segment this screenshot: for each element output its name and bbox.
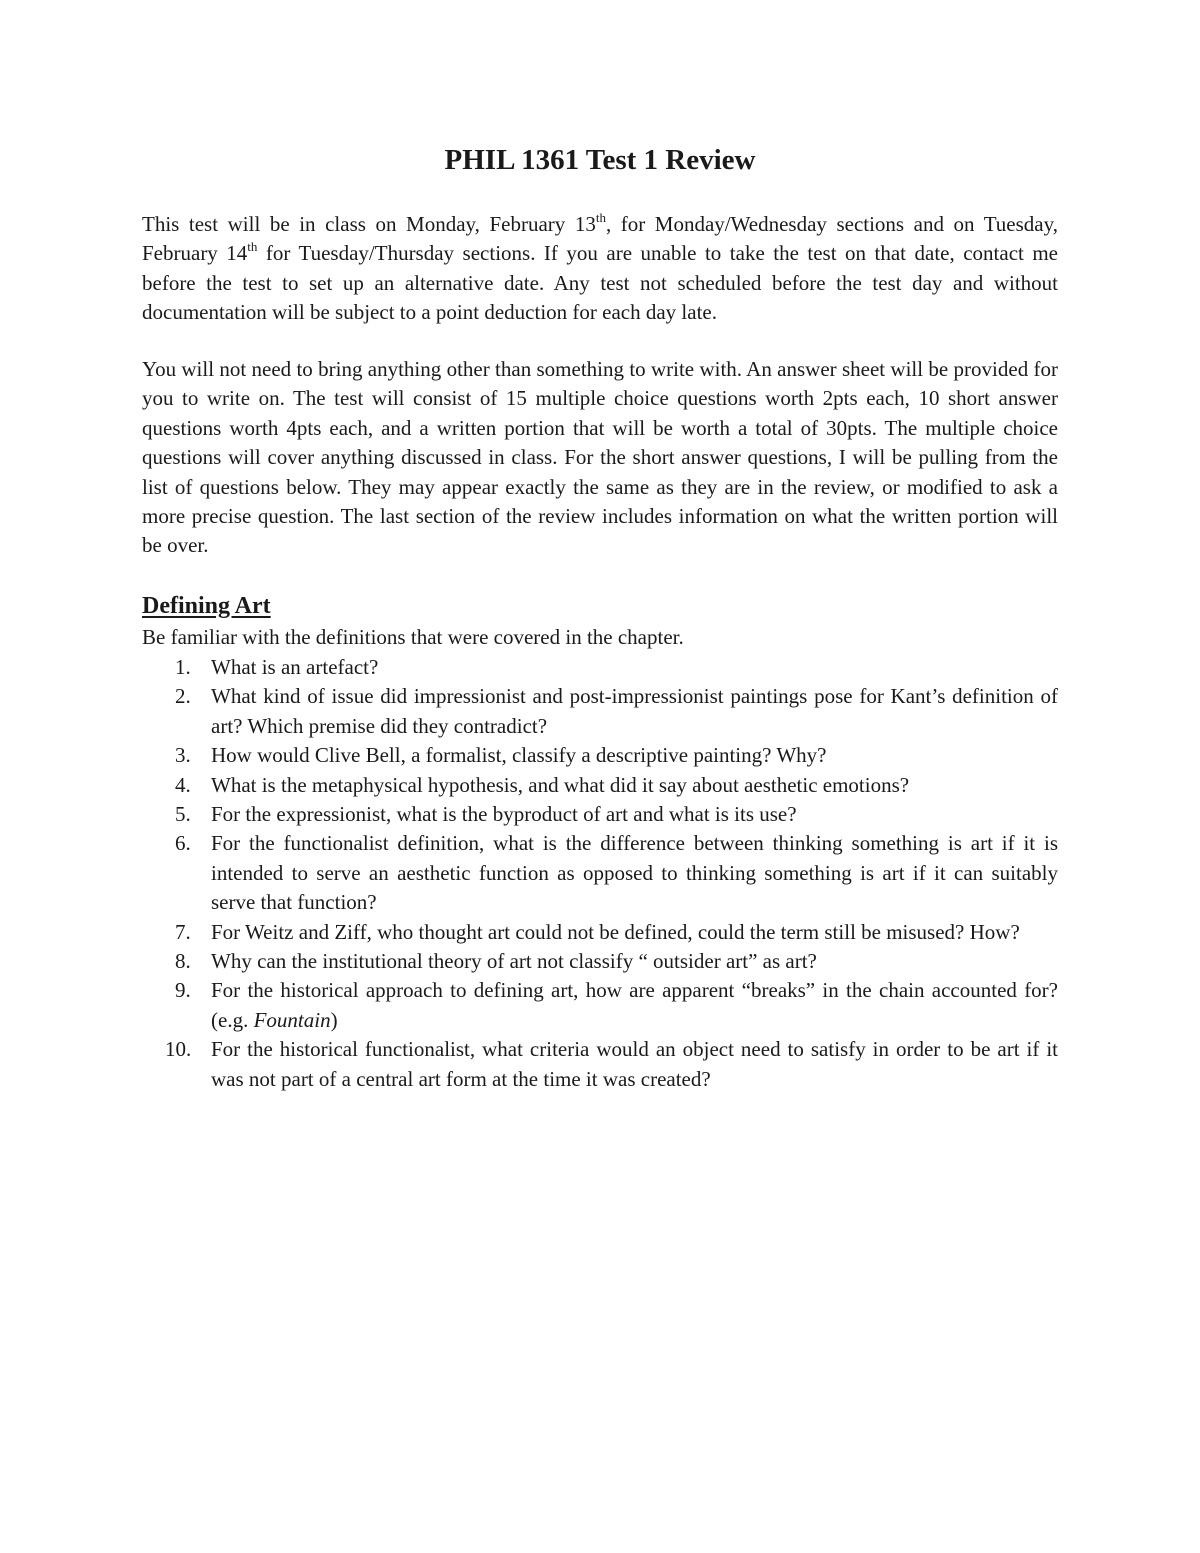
question-item: [142, 771, 1058, 800]
question-number: 6.: [175, 831, 191, 856]
ordinal-suffix: th: [595, 210, 606, 225]
question-text-part: ): [330, 1007, 338, 1032]
question-item: [142, 829, 1058, 917]
ordinal-suffix: th: [247, 239, 258, 255]
question-number: 1.: [175, 655, 191, 679]
question-list: [142, 653, 1058, 1094]
intro-paragraph-1: [142, 210, 1058, 328]
intro-text-1: This test will be in class on Monday, February 13: [142, 212, 596, 236]
question-number: 10.: [165, 1037, 192, 1062]
question-number: 4.: [175, 772, 191, 797]
question-text: For the expressionist, what is the byproduct of art and what is its use?: [211, 802, 797, 827]
artwork-title: Fountain: [253, 1007, 331, 1032]
question-text: For the historical functionalist, what criteria would an object need to satisfy in order to be art if it was not part of a central art form at the time it was created?: [211, 1037, 1058, 1091]
question-number: 5.: [175, 802, 191, 827]
question-text: For the functionalist definition, what is the difference between thinking something is art if it is intended to serve an aesthetic function as opposed to thinking something is art if it can suitably serve that function?: [211, 831, 1058, 915]
section-heading: Defining Art: [142, 593, 271, 619]
question-item: [142, 1035, 1058, 1094]
question-text: What is the metaphysical hypothesis, and what did it say about aesthetic emotions?: [211, 772, 910, 797]
question-text: How would Clive Bell, a formalist, classify a descriptive painting? Why?: [211, 743, 827, 768]
question-item: [142, 741, 1058, 770]
question-item: [142, 653, 1058, 682]
question-item: [142, 800, 1058, 829]
question-number: 3.: [175, 743, 191, 768]
question-text: What kind of issue did impressionist and post-impressionist paintings pose for Kant’s definition of art? Which premise did they contradict?: [211, 684, 1058, 738]
question-item: [142, 918, 1058, 947]
intro-paragraph-2: You will not need to bring anything other than something to write with. An answer sheet will be provided for you to write on. The test will consist of 15 multiple choice questions worth 2pts each, 10 short answer questions worth 4pts each, and a written portion that will be worth a total of 30pts. The multiple choice questions will cover anything discussed in class. For the short answer questions, I will be pulling from the list of questions below. They may appear exactly the same as they are in the review, or modified to ask a more precise question. The last section of the review includes information on what the written portion will be over.: [142, 357, 1058, 558]
document-title: PHIL 1361 Test 1 Review: [444, 144, 756, 176]
question-item: [142, 976, 1058, 1035]
question-text: What is an artefact?: [211, 655, 379, 679]
intro-text-3: for Tuesday/Thursday sections. If you are unable to take the test on that date, contact me before the test to set up an alternative date. Any test not scheduled before the test day and without documentation will be subject to a point deduction for each day late.: [142, 241, 1058, 325]
question-item: [142, 947, 1058, 976]
question-text: [211, 978, 1058, 1031]
question-text: Why can the institutional theory of art not classify “ outsider art” as art?: [211, 949, 817, 974]
question-text-part: For the historical approach to defining art, how are apparent “breaks” in the chain accounted for? (e.g.: [211, 978, 1058, 1032]
section-instruction: Be familiar with the definitions that were covered in the chapter.: [142, 625, 684, 649]
question-number: 7.: [175, 919, 191, 944]
question-number: 2.: [175, 684, 191, 709]
question-text: For Weitz and Ziff, who thought art could not be defined, could the term still be misused? How?: [211, 919, 1020, 944]
question-number: 8.: [175, 949, 191, 974]
intro-text-2: , for Monday/Wednesday sections and on Tuesday, February 14: [142, 212, 1059, 266]
question-number: 9.: [175, 978, 191, 1003]
question-item: [142, 682, 1058, 741]
